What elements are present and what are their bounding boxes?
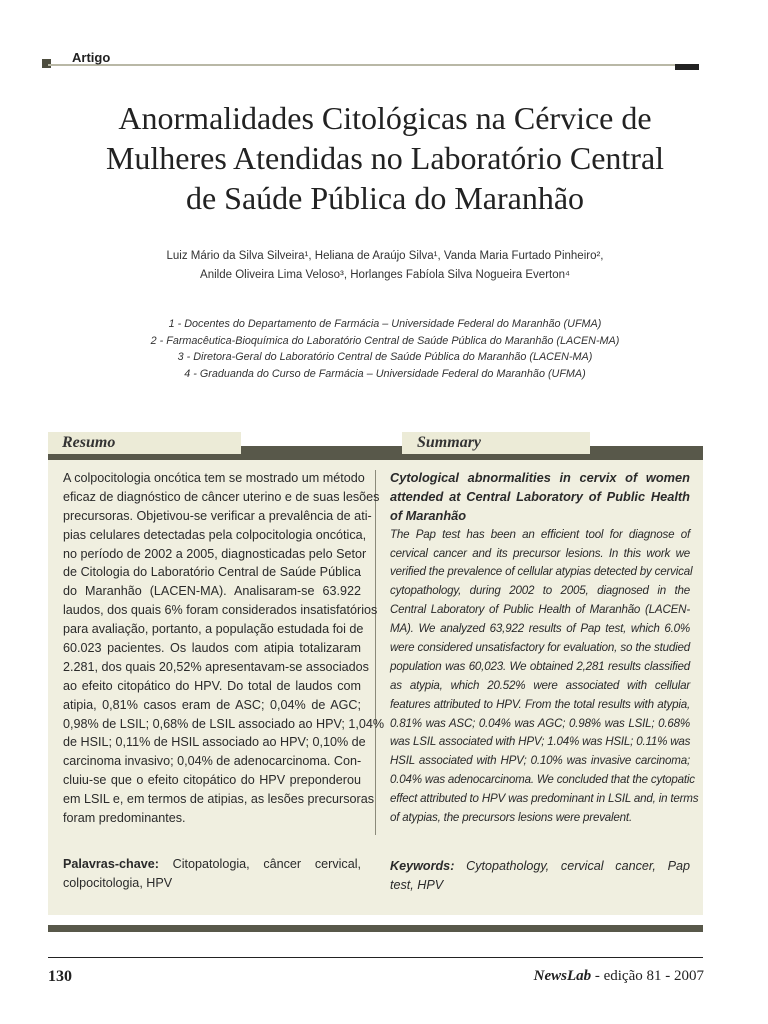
section-tag: Artigo: [72, 50, 111, 65]
text-line: features attributed to HPV. From the total results with atypia,: [390, 697, 690, 711]
text-line: cytopathology, during 2002 to 2005, diagnosed in the: [390, 584, 690, 598]
journal-citation: [534, 968, 704, 985]
text-line: do Maranhão (LACEN-MA). Analisaram-se 63.922: [63, 584, 361, 599]
text-line: para avaliação, portanto, a população estudada foi de: [63, 622, 364, 637]
summary-title-line: of Maranhão: [390, 507, 467, 523]
abstract-bottom-bar: [48, 925, 703, 932]
authors-line: Luiz Mário da Silva Silveira¹, Heliana de Araújo Silva¹, Vanda Maria Furtado Pinheiro²,: [166, 250, 604, 262]
column-divider: [375, 470, 376, 835]
article-title: [40, 98, 730, 218]
text-line: The Pap test has been an efficient tool for diagnose of: [390, 527, 690, 541]
header-rule: [48, 64, 698, 66]
title-line: Anormalidades Citológicas na Cérvice de: [118, 100, 652, 136]
text-line: 0.81% was ASC; 0.04% was AGC; 0.98% was LSIL; 0.68%: [390, 716, 690, 730]
resumo-text: [63, 469, 385, 828]
text-line: was LSIL associated with HPV; 1.04% was HSIL; 0.11% was: [390, 735, 691, 749]
authors: [100, 247, 670, 285]
text-line: no período de 2002 a 2005, diagnosticadas pelo Setor: [63, 546, 367, 561]
text-line: MA). We analyzed 63,922 results of Pap test, which 6.0%: [390, 622, 690, 636]
text-line: de HSIL; 0,11% de HSIL associado ao HPV; 0,10% de: [63, 735, 366, 750]
text-line: foram predominantes.: [63, 811, 186, 826]
text-line: de Citologia do Laboratório Central de Saúde Pública: [63, 565, 361, 580]
text-line: as atypia, which 20.52% were associated with cellular: [390, 678, 690, 692]
text-line: Central Laboratory of Public Health of Maranhão (LACEN-: [390, 603, 690, 617]
summary-keywords: [390, 857, 690, 895]
text-line: pias celulares detectadas pela colpocitologia oncótica,: [63, 527, 367, 542]
text-line: cluiu-se que o efeito citopático do HPV preponderou: [63, 773, 361, 788]
footer-rule: [48, 957, 703, 958]
text-line: carcinoma invasivo; 0,04% de adenocarcinoma. Con-: [63, 754, 362, 769]
title-line: Mulheres Atendidas no Laboratório Central: [105, 140, 665, 176]
text-line: cervical cancer and its precursor lesions. In this work we: [390, 546, 690, 560]
text-line: were considered unsatisfactory for evaluation, so the studied: [390, 641, 690, 655]
text-line: verified the prevalence of cellular atypias detected by cervical: [390, 565, 693, 579]
text-line: 0.04% was adenocarcinoma. We concluded that the cytopatic: [390, 773, 695, 787]
affiliation: 2 - Farmacêutica-Bioquímica do Laboratório Central de Saúde Pública do Maranhão (LACEN-MA): [150, 334, 620, 347]
summary-title-line: Cytological abnormalities in cervix of women: [390, 470, 690, 485]
text-line: em LSIL e, em termos de atipias, as lesões precursoras: [63, 792, 375, 807]
affiliations: [80, 316, 690, 382]
text-line: HSIL associated with HPV; 0.10% was invasive carcinoma;: [390, 754, 690, 768]
keywords-value: Cytopathology, cervical cancer, Pap: [466, 859, 691, 873]
summary-text: [390, 469, 699, 828]
keywords-label: Keywords:: [390, 859, 455, 873]
title-line: de Saúde Pública do Maranhão: [185, 180, 585, 216]
affiliation: 4 - Graduanda do Curso de Farmácia – Universidade Federal do Maranhão (UFMA): [184, 367, 586, 380]
text-line: A colpocitologia oncótica tem se mostrado um método: [63, 471, 365, 485]
text-line: ao efeito citopático do HPV. Do total de laudos com: [63, 678, 361, 693]
keywords-value: test, HPV: [390, 877, 444, 892]
summary-title-line: attended at Central Laboratory of Public Health: [390, 488, 690, 504]
page-number: 130: [48, 968, 72, 985]
text-line: precursoras. Objetivou-se verificar a prevalência de ati-: [63, 508, 372, 523]
authors-line: Anilde Oliveira Lima Veloso³, Horlanges Fabíola Silva Nogueira Everton⁴: [200, 269, 570, 281]
resumo-keywords: [63, 855, 361, 893]
affiliation: 3 - Diretora-Geral do Laboratório Central de Saúde Pública do Maranhão (LACEN-MA): [177, 351, 593, 363]
text-line: eficaz de diagnóstico de câncer uterino e de suas lesões: [63, 489, 380, 504]
journal-name: NewsLab: [533, 968, 592, 984]
text-line: of atypias, the precursors lesions were prevalent.: [390, 811, 632, 825]
text-line: 60.023 pacientes. Os laudos com atipia totalizaram: [63, 641, 361, 656]
summary-heading: Summary: [402, 432, 590, 454]
text-line: 0,98% de LSIL; 0,68% de LSIL associado ao HPV; 1,04%: [63, 716, 385, 731]
keywords-label: Palavras-chave:: [63, 857, 159, 871]
affiliation: 1 - Docentes do Departamento de Farmácia – Universidade Federal do Maranhão (UFMA): [168, 318, 602, 330]
resumo-heading: Resumo: [48, 432, 241, 454]
text-line: laudos, dos quais 6% foram considerados insatisfatórios: [63, 603, 378, 618]
text-line: atipia, 0,81% casos eram de ASC; 0,04% de AGC;: [63, 697, 361, 712]
keywords-value: colpocitologia, HPV: [63, 875, 173, 890]
journal-edition: - edição 81 - 2007: [591, 968, 704, 984]
text-line: 2.281, dos quais 20,52% apresentavam-se associados: [63, 659, 369, 674]
text-line: effect attributed to HPV was predominant in LSIL and, in terms: [390, 792, 699, 806]
text-line: population was 60,023. We obtained 2,281 results classified: [390, 659, 690, 673]
header-rule-accent: [675, 64, 699, 70]
keywords-value: Citopatologia, câncer cervical,: [172, 857, 362, 871]
